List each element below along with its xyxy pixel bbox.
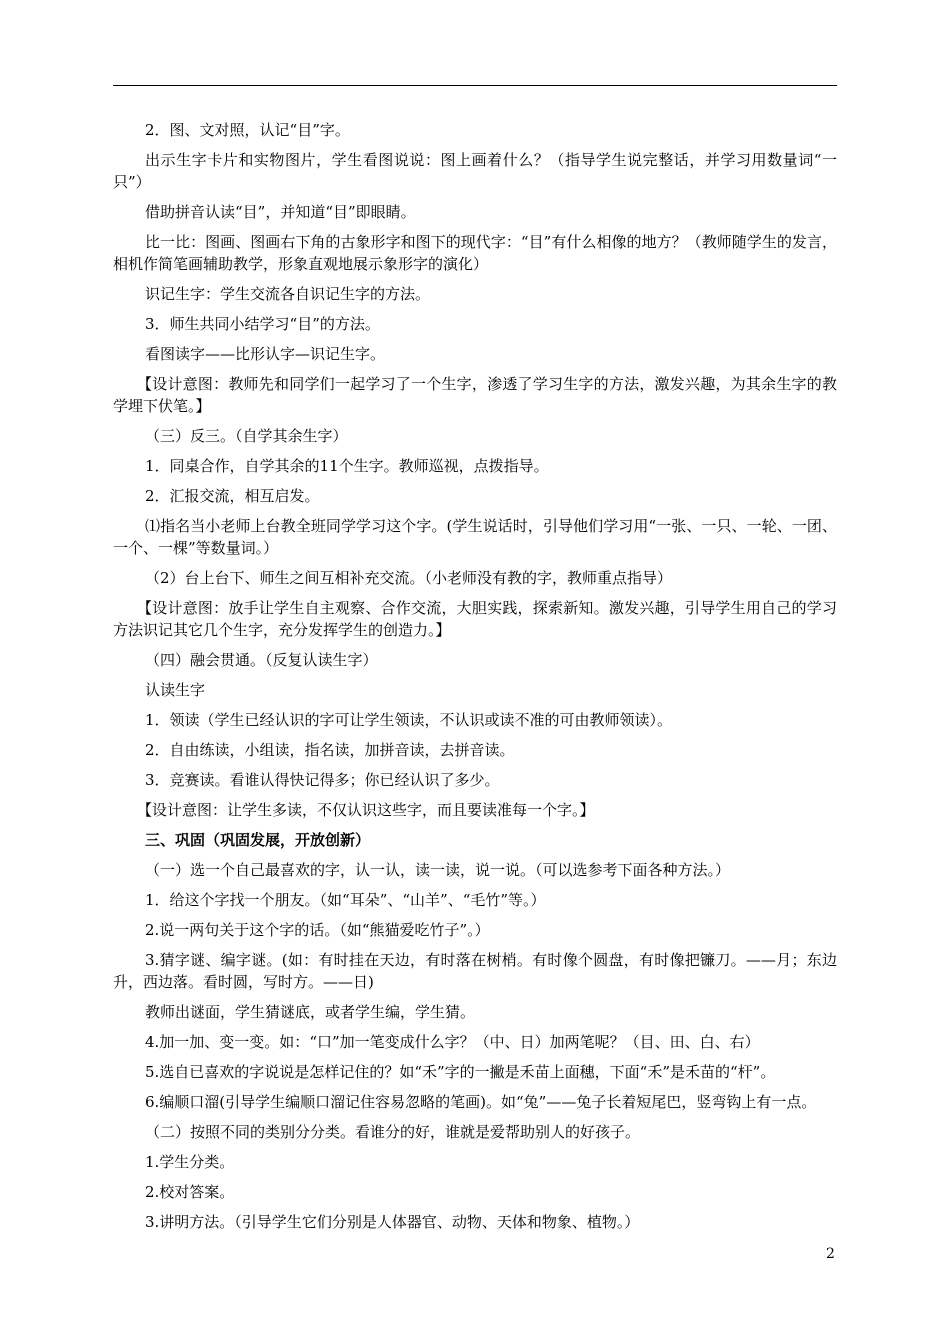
paragraph: 【设计意图：放手让学生自主观察、合作交流，大胆实践，探索新知。激发兴趣，引导学生用自己的学习方法识记其它几个生字，充分发挥学生的创造力。】 [113, 599, 837, 639]
paragraph: 【设计意图：让学生多读，不仅认识这些字，而且要读准每一个字。】 [137, 801, 595, 819]
paragraph: 出示生字卡片和实物图片，学生看图说说：图上画着什么？（指导学生说完整话，并学习用数量词“一只”） [113, 151, 837, 191]
paragraph: 1.学生分类。 [145, 1153, 235, 1171]
paragraph: 识记生字：学生交流各自识记生字的方法。 [145, 285, 431, 303]
paragraph: 教师出谜面，学生猜谜底，或者学生编，学生猜。 [145, 1003, 476, 1021]
paragraph: 2．汇报交流，相互启发。 [145, 487, 320, 505]
paragraph: 1．领读（学生已经认识的字可让学生领读，不认识或读不准的可由教师领读）。 [145, 711, 673, 729]
paragraph: （一）选一个自己最喜欢的字，认一认，读一读，说一说。（可以选参考下面各种方法。） [145, 861, 731, 879]
paragraph: 4.加一加、变一变。如：“口”加一笔变成什么字？（中、日）加两笔呢？（目、田、白、右） [145, 1033, 760, 1051]
paragraph: 2.说一两句关于这个字的话。（如“熊猫爱吃竹子”。） [145, 921, 490, 939]
paragraph: 看图读字——比形认字—识记生字。 [145, 345, 386, 363]
page-number: 2 [826, 1246, 835, 1262]
paragraph: 比一比：图画、图画右下角的古象形字和图下的现代字：“目”有什么相像的地方？（教师随学生的发言，相机作简笔画辅助教学，形象直观地展示象形字的演化） [113, 233, 837, 273]
paragraph: 2．图、文对照，认记“目”字。 [145, 121, 350, 139]
header-rule [113, 85, 837, 86]
paragraph: 【设计意图：教师先和同学们一起学习了一个生字，渗透了学习生字的方法，激发兴趣，为其余生字的教学埋下伏笔。】 [113, 375, 837, 415]
document-body [113, 119, 837, 1241]
paragraph: 2．自由练读，小组读，指名读，加拼音读，去拼音读。 [145, 741, 515, 759]
paragraph: （三）反三。（自学其余生字） [145, 427, 348, 445]
paragraph: 借助拼音认读“目”，并知道“目”即眼睛。 [145, 203, 416, 221]
paragraph: 6.编顺口溜(引导学生编顺口溜记住容易忽略的笔画)。如“兔”——兔子长着短尾巴，竖弯钩上有一点。 [145, 1093, 817, 1111]
paragraph: 2.校对答案。 [145, 1183, 235, 1201]
paragraph: 5.选自已喜欢的字说说是怎样记住的？如“禾”字的一撇是禾苗上面穗，下面“禾”是禾苗的“杆”。 [145, 1063, 776, 1081]
paragraph: 认读生字 [145, 681, 206, 699]
paragraph: 3．竞赛读。看谁认得快记得多；你已经认识了多少。 [145, 771, 500, 789]
paragraph: （二）按照不同的类别分分类。看谁分的好，谁就是爱帮助别人的好孩子。 [145, 1123, 641, 1141]
paragraph: ⑴指名当小老师上台教全班同学学习这个字。(学生说话时，引导他们学习用“一张、一只、一轮、一团、一个、一棵”等数量词。） [113, 517, 837, 557]
paragraph: 1．给这个字找一个朋友。（如“耳朵”、“山羊”、“毛竹”等。） [145, 891, 546, 909]
paragraph: 3.猜字谜、编字谜。(如：有时挂在天边，有时落在树梢。有时像个圆盘，有时像把镰刀。——月；东边升，西边落。看时圆，写时方。——日) [113, 951, 837, 991]
paragraph: （2）台上台下、师生之间互相补充交流。（小老师没有教的字，教师重点指导） [145, 569, 673, 587]
paragraph: （四）融会贯通。（反复认读生字） [145, 651, 378, 669]
paragraph: 3.讲明方法。（引导学生它们分别是人体器官、动物、天体和物象、植物。） [145, 1213, 640, 1231]
paragraph: 三、巩固（巩固发展，开放创新） [145, 831, 371, 849]
paragraph: 3．师生共同小结学习“目”的方法。 [145, 315, 380, 333]
paragraph: 1．同桌合作，自学其余的11个生字。教师巡视，点拨指导。 [145, 457, 549, 475]
